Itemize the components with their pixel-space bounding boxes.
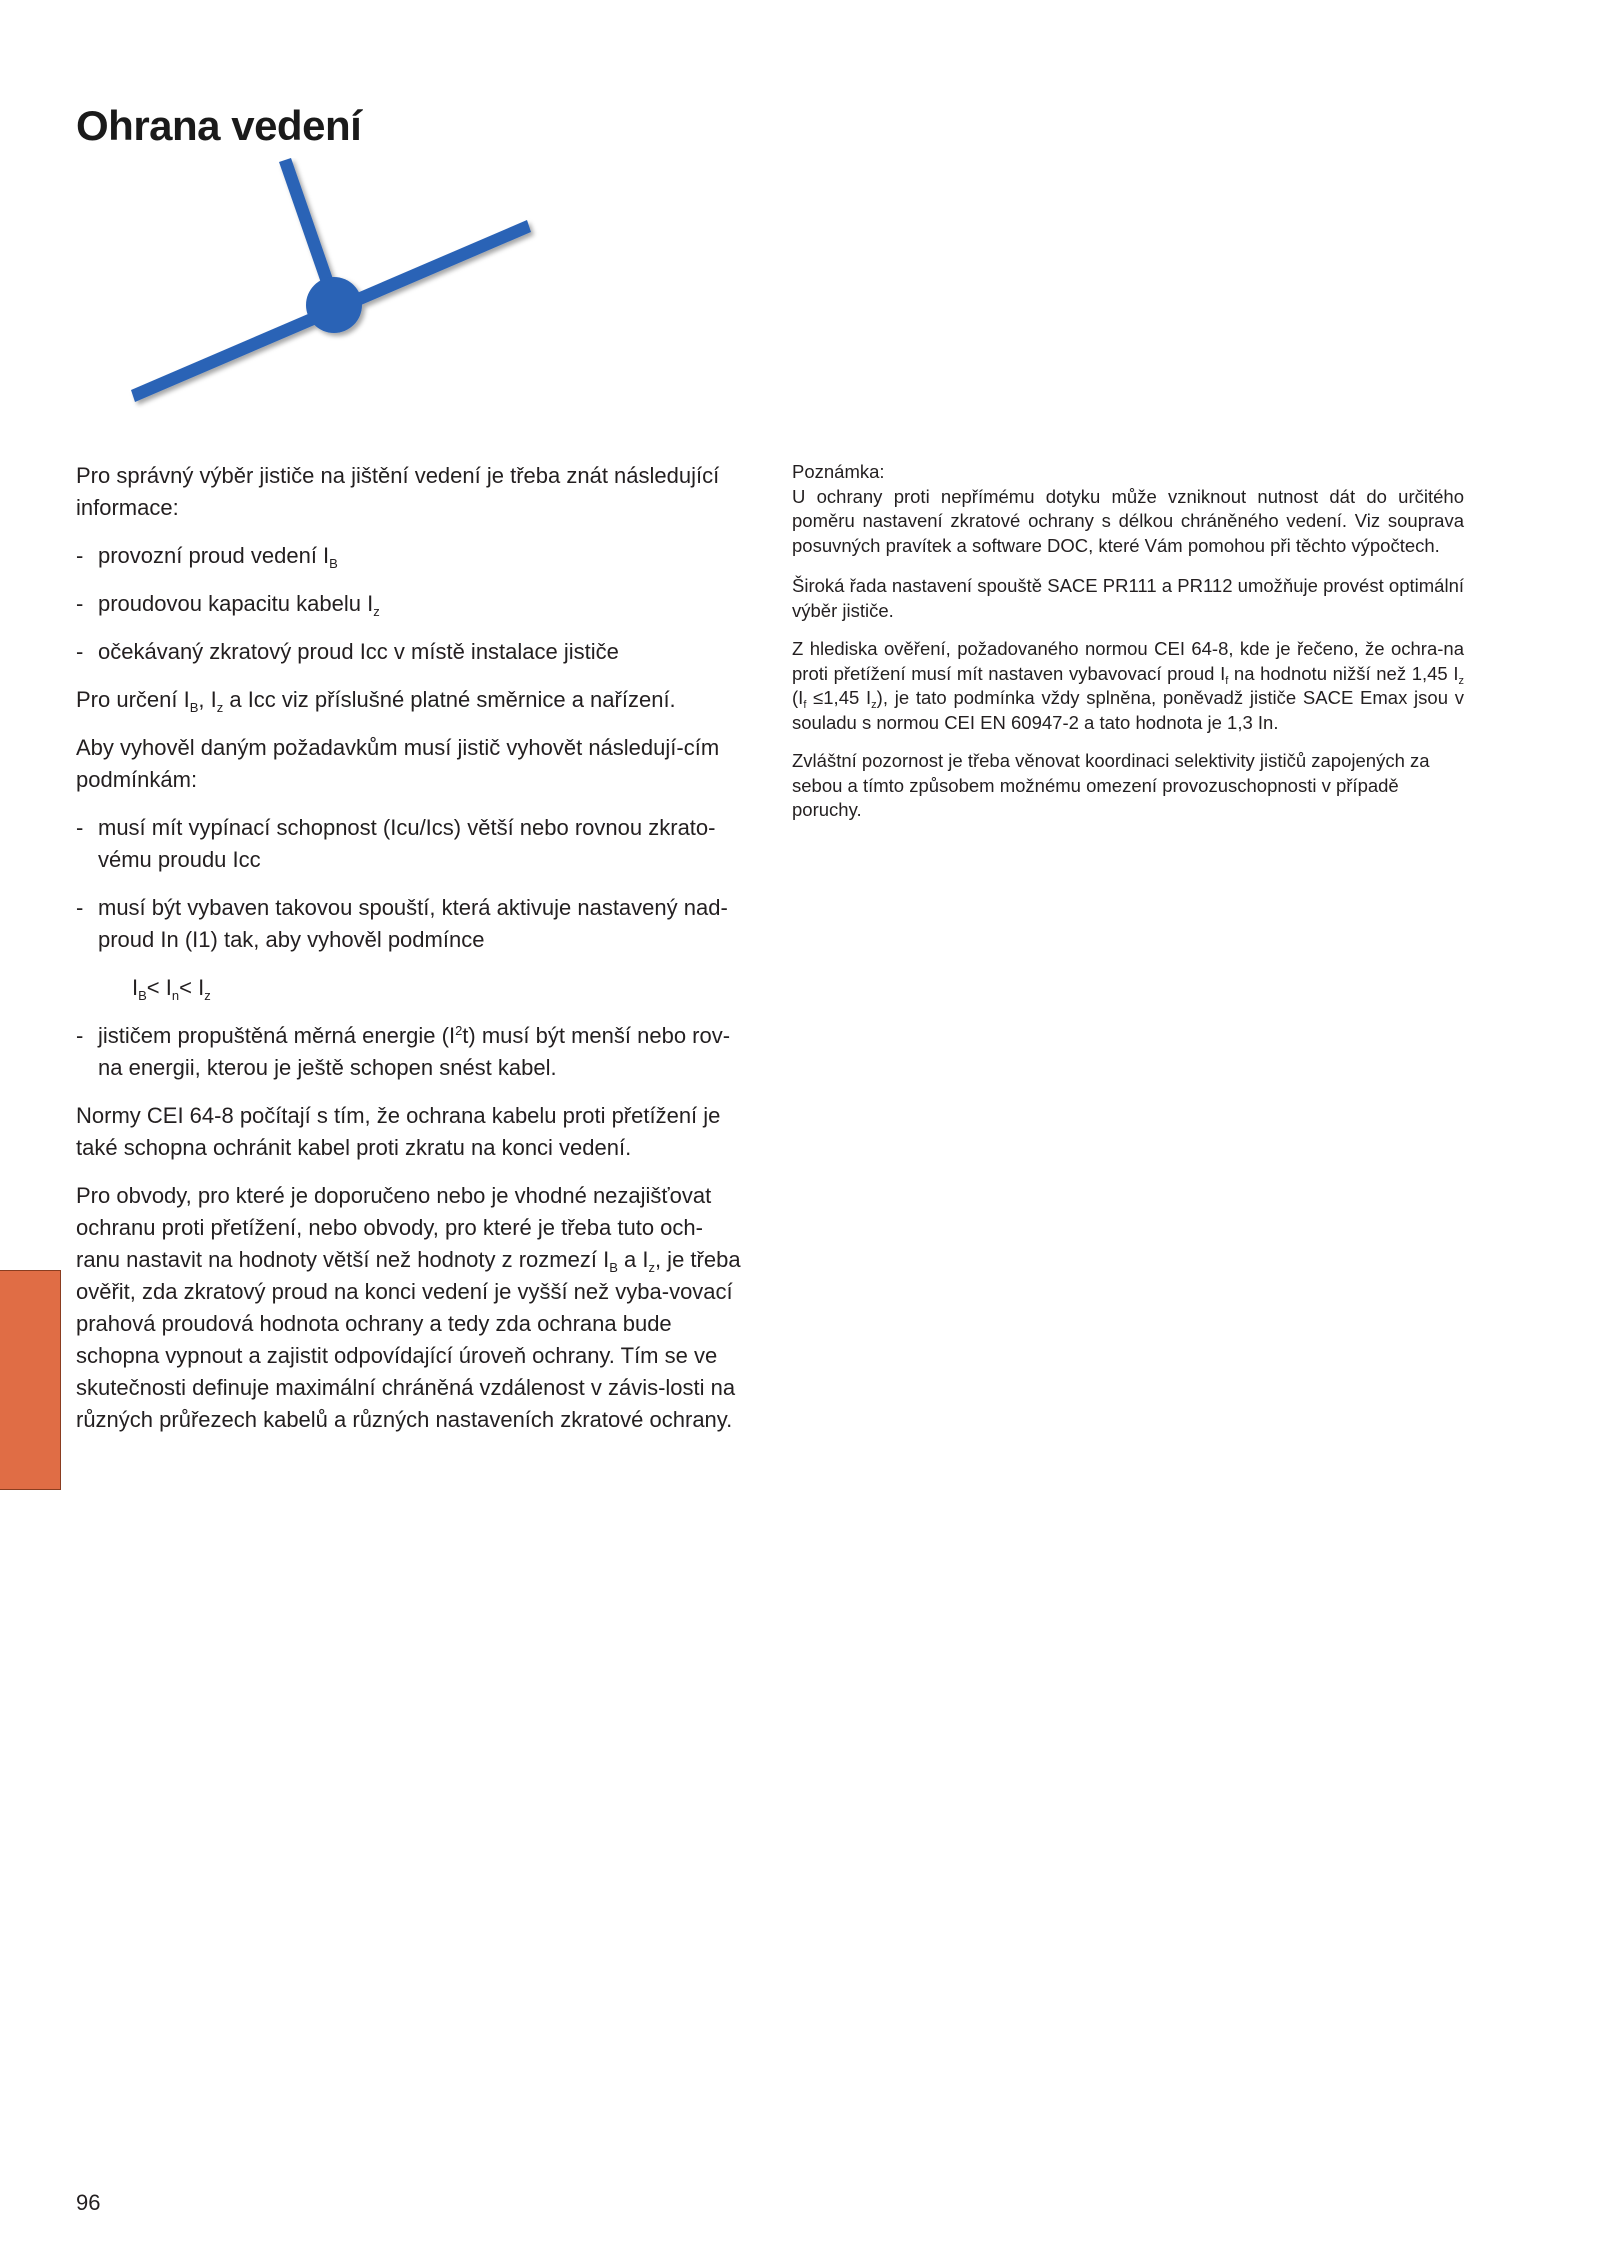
condition-text: musí být vybaven takovou spouští, která aktivuje nastavený nad-proud In (I1) tak, aby vyhověl podmínce (98, 895, 728, 952)
current-condition-formula: $I_B< I_n< I_z$ (132, 975, 211, 1003)
info-item-short-circuit (76, 636, 746, 668)
page-number: 96 (76, 2190, 101, 2215)
settings-range-paragraph: Široká řada nastavení spouště SACE PR111 a PR112 umožňuje provést optimální výběr jističe. (792, 575, 1464, 621)
info-item-text: proudovou kapacitu kabelu I (98, 591, 374, 616)
list-dash: - (76, 895, 84, 920)
subscript: z (373, 604, 380, 619)
left-column (76, 460, 746, 1452)
right-column (792, 460, 1464, 837)
chapter-side-tab (0, 1270, 61, 1490)
note-text: U ochrany proti nepřímému dotyku může vzniknout nutnost dát do určitého poměru nastavení zkratové ochrany s délkou chráněného vedení. Viz souprava posuvných pravítek a software DOC, které Vám pomohou při těchto výpočtech. (792, 485, 1464, 556)
cable-junction-illustration (125, 158, 545, 418)
cable-junction-node (306, 277, 362, 333)
info-item-text: očekávaný zkratový proud Icc v místě instalace jističe (98, 639, 619, 664)
determination-paragraph: Pro určení $I_B$, $I_z$ a Icc viz příslušné platné směrnice a nařízení. (76, 687, 676, 715)
info-item-operating-current (76, 540, 746, 572)
condition-release (76, 892, 746, 956)
conditions-intro: Aby vyhověl daným požadavkům musí jistič vyhovět následují-cím podmínkám: (76, 735, 720, 792)
circuits-paragraph: Pro obvody, pro které je doporučeno nebo je vhodné nezajišťovat ochranu proti přetížení, nebo obvody, pro které je třeba tuto och-ranu nastavit na hodnoty větší než hodnoty z rozmezí $I_B$ a $I_z$, je třeba ověřit, zda zkratový proud na konci vedení je vyšší než vyba-vovací prahová proudová hodnota ochrany a tedy zda ochrana bude schopna vypnout a zajistit odpovídající úroveň ochrany. Tím se ve skutečnosti definuje maximální chráněná vzdálenost v závis-losti na různých průřezech kabelů a různých nastaveních zkratové ochrany. (76, 1183, 741, 1432)
list-dash: - (76, 1023, 84, 1048)
condition-breaking-capacity (76, 812, 746, 876)
list-dash: - (76, 815, 84, 840)
norms-paragraph: Normy CEI 64-8 počítají s tím, že ochrana kabelu proti přetížení je také schopna ochránit kabel proti zkratu na konci vedení. (76, 1103, 721, 1160)
list-dash: - (76, 639, 84, 664)
intro-paragraph: Pro správný výběr jističe na jištění vedení je třeba znát následující informace: (76, 463, 720, 520)
note-paragraph (792, 460, 1464, 558)
condition-let-through-energy: - jističem propuštěná měrná energie $(I^2t)$ musí být menší nebo rov-na energii, kterou je ještě schopen snést kabel. (76, 1020, 746, 1084)
list-dash: - (76, 543, 84, 568)
info-item-text: provozní proud vedení I (98, 543, 330, 568)
condition-text: musí mít vypínací schopnost (Icu/Ics) větší nebo rovnou zkrato-vému proudu Icc (98, 815, 716, 872)
info-item-cable-capacity (76, 588, 746, 620)
list-dash: - (76, 591, 84, 616)
selectivity-paragraph: Zvláštní pozornost je třeba věnovat koordinaci selektivity jističů zapojených za sebou a tímto způsobem možnému omezení provozuschopnosti v případě poruchy. (792, 750, 1430, 820)
page-title: Ohrana vedení (76, 102, 362, 149)
subscript: B (329, 556, 338, 571)
verification-paragraph: Z hlediska ověření, požadovaného normou CEI 64-8, kde je řečeno, že ochra-na proti přetížení musí mít nastaven vybavovací proud $I_f$ na hodnotu nižší než 1,45 $I_z$ ($I_f \le 1,45$ $I_z$), je tato podmínka vždy splněna, poněvadž jističe SACE Emax jsou v souladu s normou CEI EN 60947-2 a tato hodnota je 1,3 In. (792, 638, 1464, 733)
note-label: Poznámka: (792, 461, 885, 482)
